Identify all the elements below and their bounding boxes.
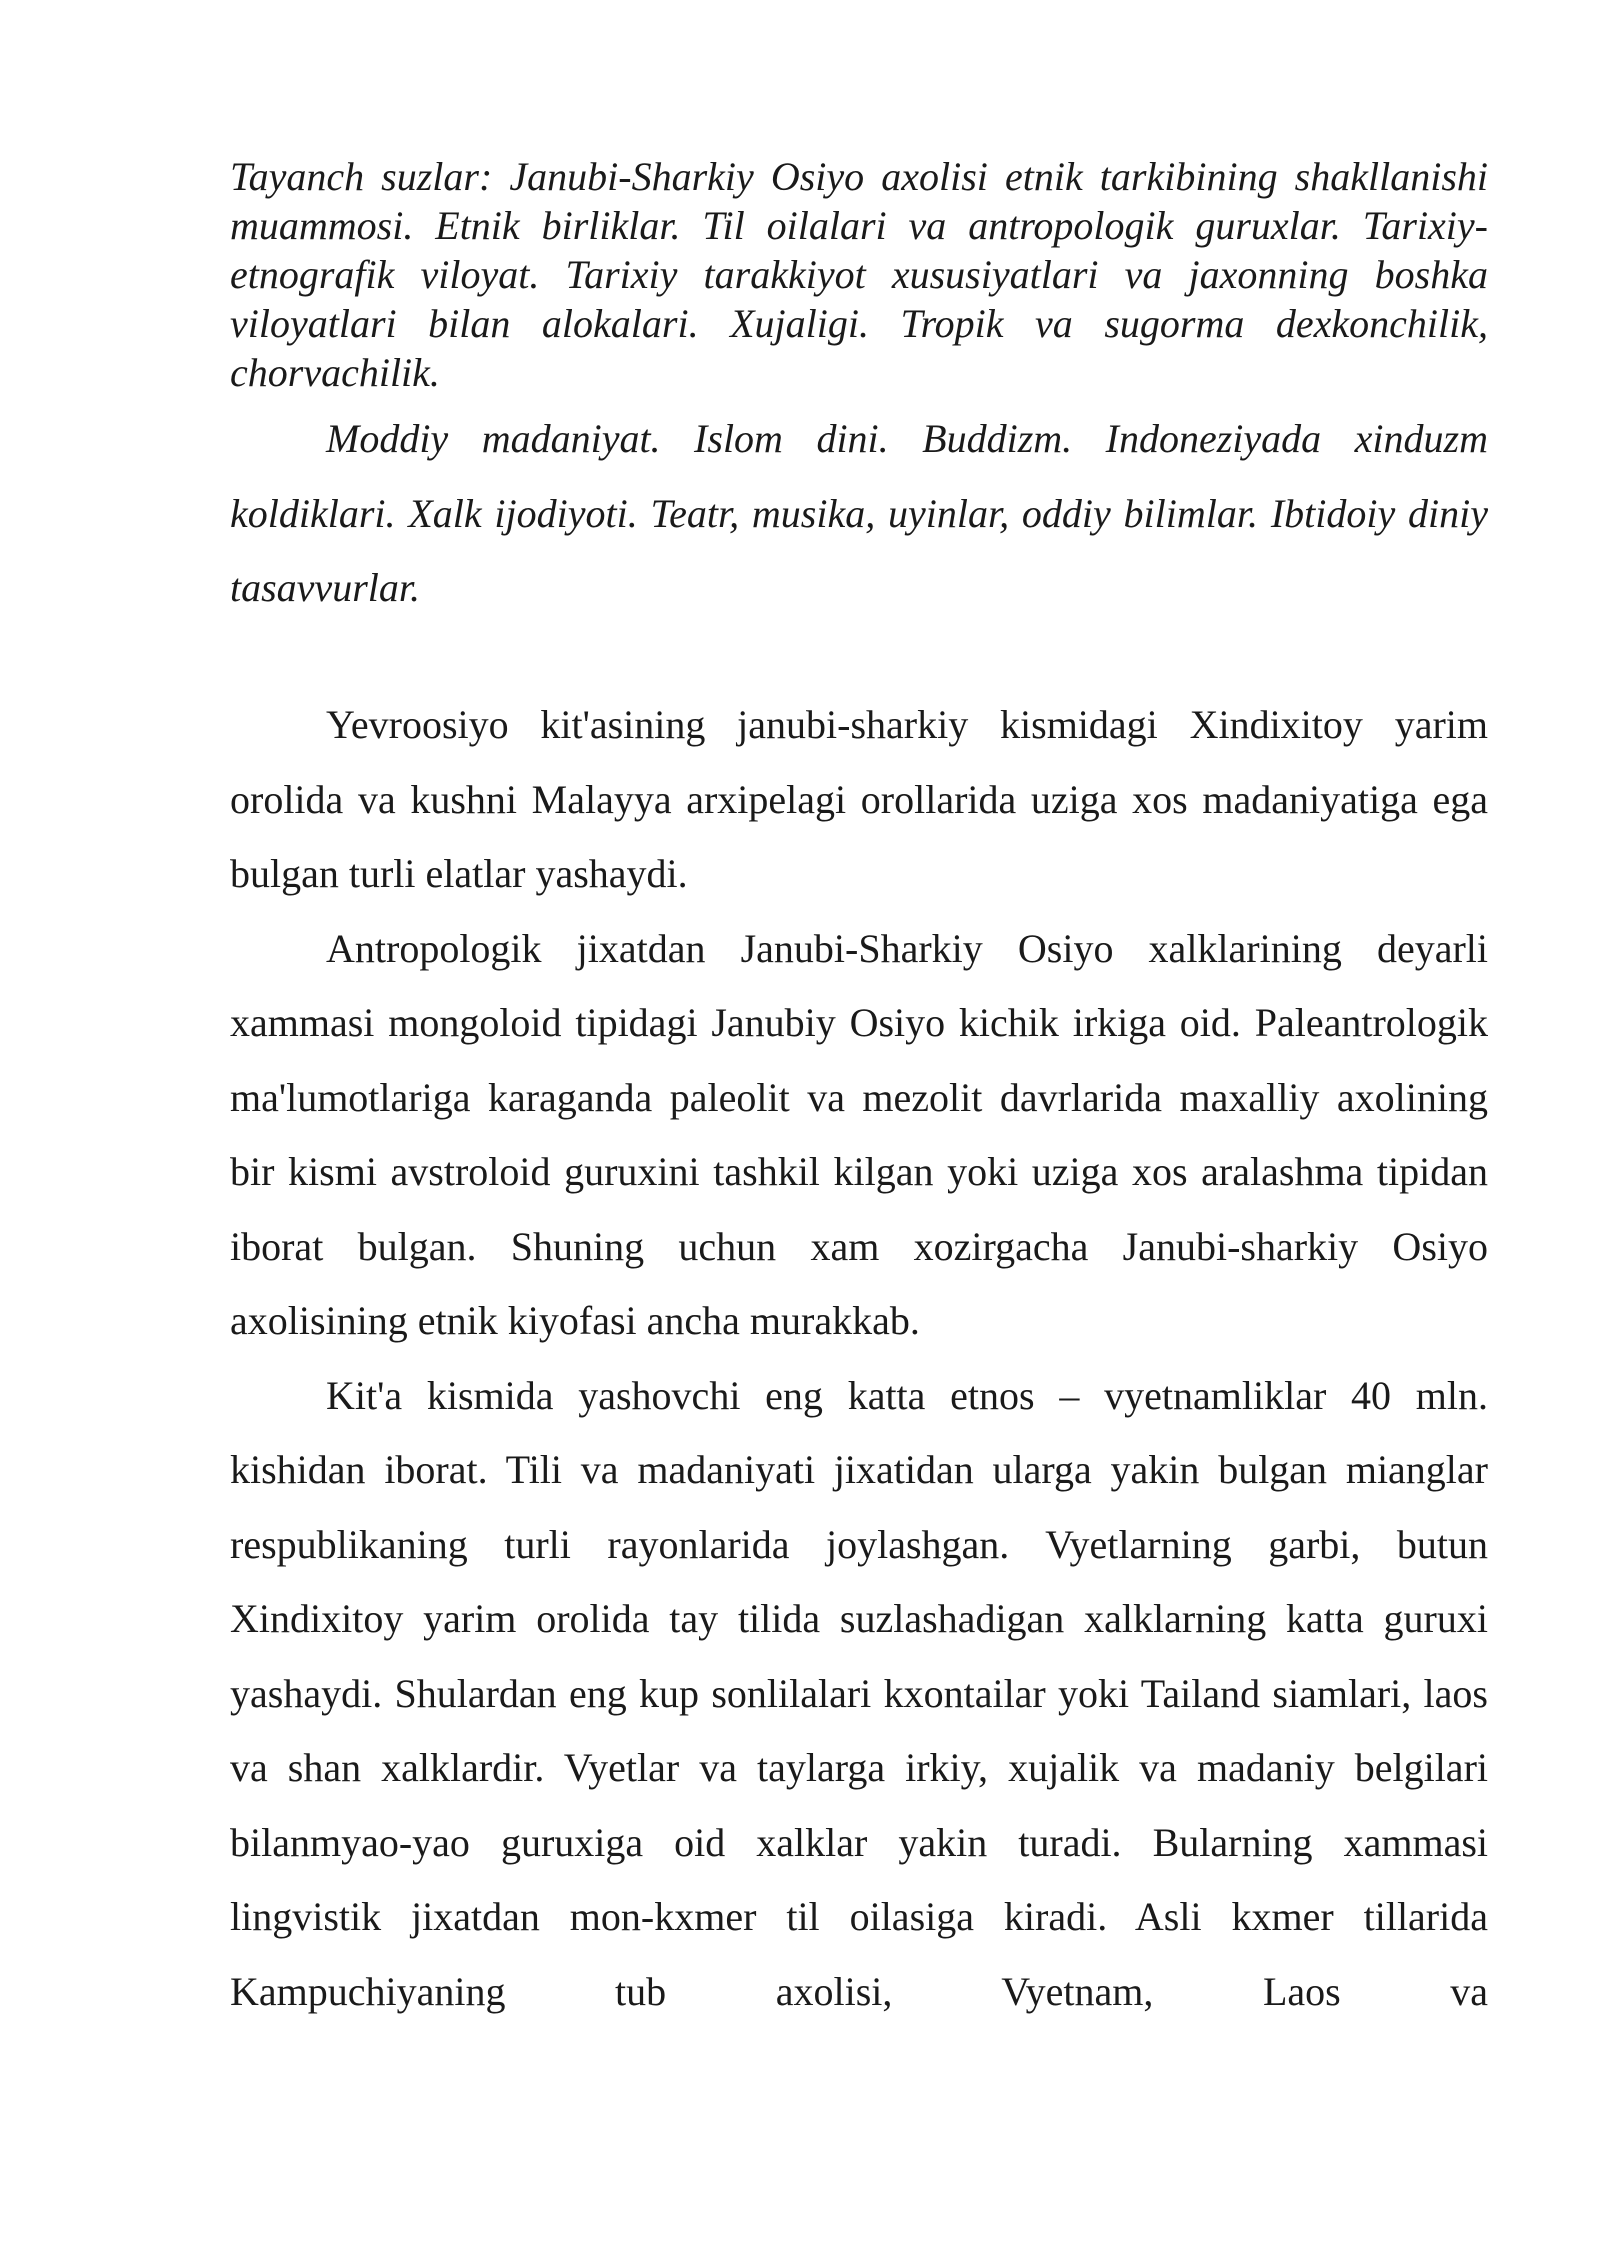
body-paragraph-3: Kit'a kismida yashovchi eng katta etnos – vyetnamliklar 40 mln. kishidan iborat. Tili va madaniyati jixatidan ularga yakin bulgan mianglar respublikaning turli rayonlarida joylashgan. Vyetlarning garbi, butun Xindixitoy yarim orolida tay tilida suzlashadigan xalklarning katta guruxi yashaydi. Shulardan eng kup sonlilalari kxontailar yoki Tailand siamlari, laos va shan xalklardir. Vyetlar va taylarga irkiy, xujalik va madaniy belgilari bilanmyao-yao guruxiga oid xalklar yakin turadi. Bularning xammasi lingvistik jixatdan mon-kxmer til oilasiga kiradi. Asli kxmer tillarida Kampuchiyaning tub axolisi, Vyetnam, Laos va (230, 1372, 1488, 2014)
keywords-paragraph: Tayanch suzlar: Janubi-Sharkiy Osiyo axolisi etnik tarkibining shakllanishi muammosi. Etnik birliklar. Til oilalari va antropologik guruxlar. Tarixiy-etnografik viloyat. Tarixiy tarakkiyot xususiyatlari va jaxonning boshka viloyatlari bilan alokalari. Xujaligi. Tropik va sugorma dexkonchilik, chorvachilik. (230, 154, 1488, 395)
keywords-continuation-paragraph: Moddiy madaniyat. Islom dini. Buddizm. Indoneziyada xinduzm koldiklari. Xalk ijodiyoti. Teatr, musika, uyinlar, oddiy bilimlar. Ibtidoiy diniy tasavvurlar. (230, 416, 1488, 610)
body-paragraph-1: Yevroosiyo kit'asining janubi-sharkiy kismidagi Xindixitoy yarim orolida va kushni Malayya arxipelagi orollarida uziga xos madaniyatiga ega bulgan turli elatlar yashaydi. (230, 702, 1488, 896)
body-paragraph-2: Antropologik jixatdan Janubi-Sharkiy Osiyo xalklarining deyarli xammasi mongoloid tipidagi Janubiy Osiyo kichik irkiga oid. Paleantrologik ma'lumotlariga karaganda paleolit va mezolit davrlarida maxalliy axolining bir kismi avstroloid guruxini tashkil kilgan yoki uziga xos aralashma tipidan iborat bulgan. Shuning uchun xam xozirgacha Janubi-sharkiy Osiyo axolisining etnik kiyofasi ancha murakkab. (230, 925, 1488, 1343)
body-text (230, 688, 1488, 2029)
